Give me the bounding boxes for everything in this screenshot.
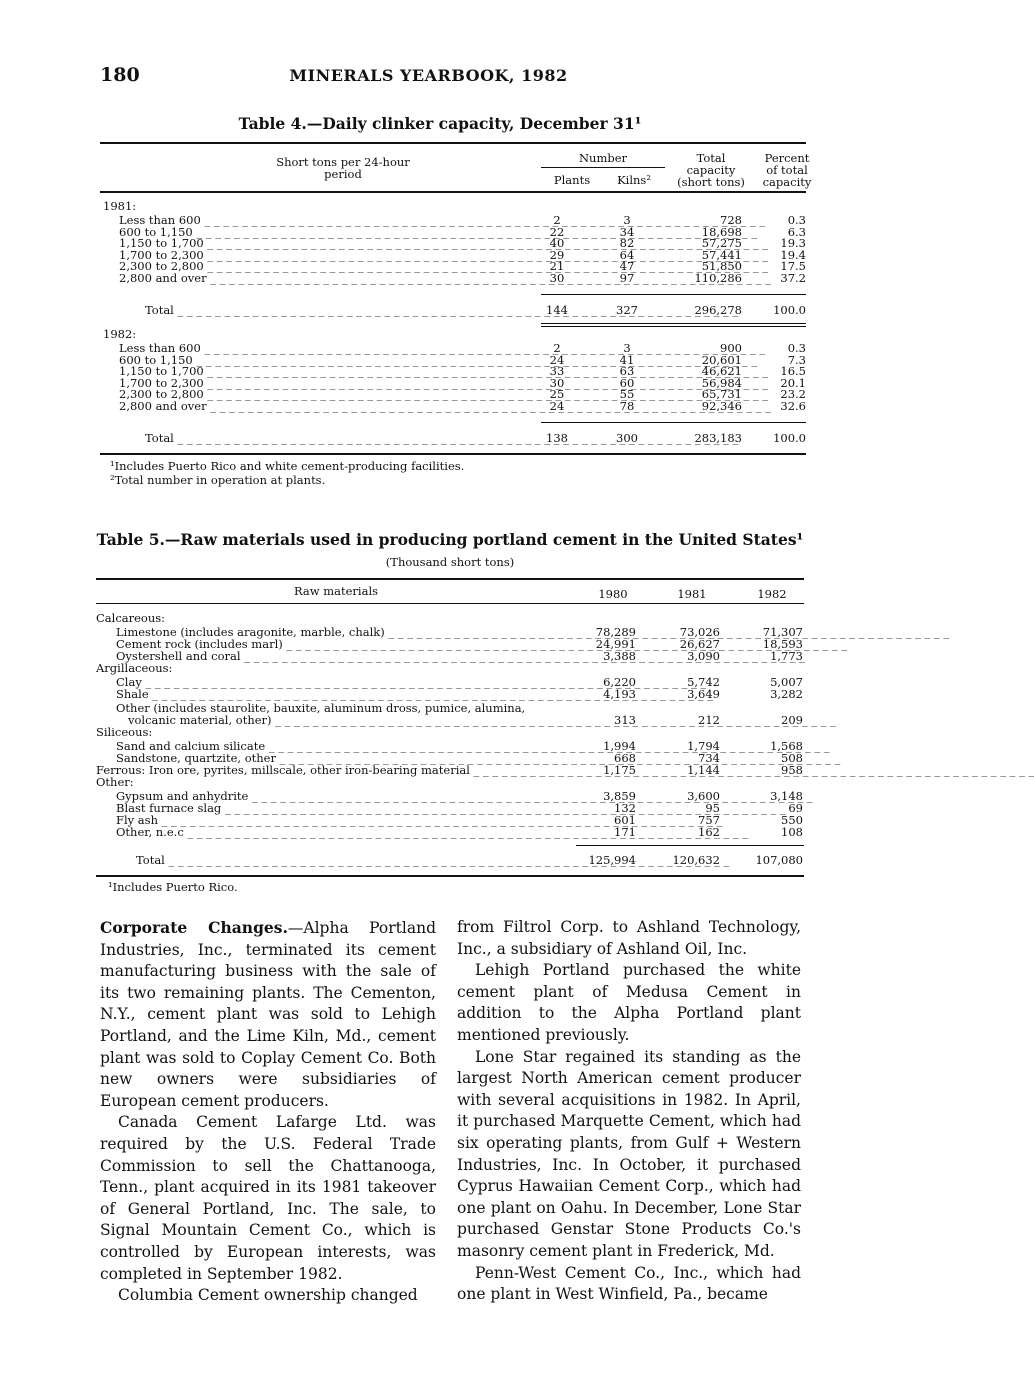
cell-capacity: 283,183 [694,431,742,445]
cell-v1980: 1,994 [603,739,636,753]
cell-plants: 40 [549,236,565,251]
cell-plants: 33 [549,364,565,379]
cell-v1981: 26,627 [679,637,720,651]
cell-percent: 37.2 [780,271,806,285]
row-label: 2,300 to 2,800 _ _ _ [119,388,528,400]
row-label: 2,800 and over _ _ _ [119,400,528,412]
cell-v1982: 508 [781,751,803,765]
cell-v1982: 5,007 [770,675,803,689]
cell-percent: 20.1 [780,375,806,390]
row-label: 1,700 to 2,300 _ _ _ [119,249,528,261]
cell-v1982: 209 [781,713,803,727]
row-label: Other (includes staurolite, bauxite, aluminum dross, pumice, alumina, [116,701,526,715]
row-label: Less than 600 _ _ _ [119,214,528,226]
cell-kilns: 97 [619,271,635,285]
table5-header-1980: 1980 [598,587,628,601]
row-label: 600 to 1,150 _ _ _ [119,226,528,238]
cell-v1982: 3,282 [770,687,803,701]
cell-v1982: 958 [781,763,803,777]
cell-kilns: 300 [616,431,638,445]
cell-v1982: 1,568 [770,739,803,753]
cell-v1981: 3,649 [687,687,720,701]
cell-percent: 23.2 [780,387,806,402]
table4-header-number: Number [578,151,628,165]
cell-v1980: 132 [614,801,636,815]
cell-capacity: 20,601 [701,352,742,367]
cell-plants: 22 [549,224,565,239]
table4-row [0,400,857,412]
page-number: 180 [100,64,140,86]
row-label: Clay _ _ _ [116,676,556,688]
row-label: Other, n.e.c _ _ _ [116,826,556,838]
cell-capacity: 57,441 [701,247,742,262]
table5-title: Table 5.—Raw materials used in producing portland cement in the United States¹ [96,530,804,549]
cell-v1981: 162 [698,825,720,839]
cell-kilns: 3 [623,213,631,227]
cell-kilns: 63 [619,364,635,379]
cell-plants: 30 [549,375,565,390]
cell-plants: 138 [546,431,568,445]
cell-v1980: 668 [614,751,636,765]
table4-total-row [0,432,857,444]
table5-row [0,612,857,624]
cell-v1980: 78,289 [595,625,636,639]
row-label: Sand and calcium silicate _ _ _ [116,740,556,752]
cell-percent: 6.3 [787,224,806,239]
row-label: Oystershell and coral _ _ _ [116,650,556,662]
table5-total-row [0,854,857,866]
table5-row [0,776,857,788]
table5-header-materials: Raw materials [293,584,379,598]
cell-v1981: 73,026 [679,625,720,639]
cell-v1982: 108 [781,825,803,839]
row-label: Limestone (includes aragonite, marble, chalk) _ _ _ [116,626,556,638]
cell-capacity: 728 [720,213,742,227]
cell-percent: 16.5 [780,364,806,379]
row-label: Total _ _ _ [145,432,528,444]
table4-header-total-capacity: Total capacity (short tons) [677,151,745,189]
cell-plants: 24 [549,399,565,413]
cell-v1981: 1,794 [687,739,720,753]
cell-v1982: 107,080 [755,853,803,867]
cell-v1981: 95 [705,801,720,815]
cell-v1981: 120,632 [672,853,720,867]
table4-year-label: 1982: [103,327,137,341]
row-label: Blast furnace slag _ _ _ [116,802,556,814]
row-label: Other: [96,775,134,789]
row-label: 1,150 to 1,700 _ _ _ [119,237,528,249]
cell-plants: 29 [549,247,565,262]
cell-v1982: 18,593 [762,637,803,651]
cell-kilns: 41 [619,352,635,367]
cell-plants: 2 [553,213,561,227]
row-label: Ferrous: Iron ore, pyrites, millscale, other iron-bearing material _ _ _ [96,764,556,776]
body-paragraph: Lone Star regained its standing as the largest North American cement producer with several acquisitions in 1982. In April, it purchased Marquette Cement, which had six operating plants, from Gulf + Western Industries, Inc. In October, it purchased Cyprus Hawaiian Cement Corp., which had one plant on Oahu. In December, Lone Star purchased Genstar Stone Products Co.'s masonry cement plant in Frederick, Md. [457,1047,801,1260]
cell-v1982: 71,307 [762,625,803,639]
cell-percent: 7.3 [787,352,806,367]
cell-v1981: 734 [698,751,720,765]
cell-plants: 21 [549,259,565,274]
cell-percent: 19.4 [780,247,806,262]
section-heading: Corporate Changes. [100,918,288,937]
cell-kilns: 64 [619,247,635,262]
cell-capacity: 56,984 [701,375,742,390]
cell-capacity: 51,850 [701,259,742,274]
cell-v1980: 3,388 [603,649,636,663]
table4-year-label: 1981: [103,199,137,213]
row-label: Gypsum and anhydrite _ _ _ [116,790,556,802]
running-head: MINERALS YEARBOOK, 1982 [289,66,568,85]
row-label: 1,700 to 2,300 _ _ _ [119,377,528,389]
cell-v1982: 3,148 [770,789,803,803]
body-left-column [100,917,436,1307]
cell-v1980: 171 [614,825,636,839]
cell-v1982: 1,773 [770,649,803,663]
cell-percent: 100.0 [773,431,806,445]
cell-percent: 0.3 [787,341,806,355]
cell-v1981: 5,742 [687,675,720,689]
cell-capacity: 900 [720,341,742,355]
row-label: Fly ash _ _ _ [116,814,556,826]
body-paragraph: from Filtrol Corp. to Ashland Technology, Inc., a subsidiary of Ashland Oil, Inc. [457,918,801,958]
row-label: Calcareous: [96,611,166,625]
cell-plants: 24 [549,352,565,367]
table4-row [0,272,857,284]
row-label: Total _ _ _ [145,304,528,316]
table4-total-row [0,304,857,316]
body-paragraph: Canada Cement Lafarge Ltd. was required by the U.S. Federal Trade Commission to sell the Chattanooga, Tenn., plant acquired in its 1981 takeover of General Portland, Inc. The sale, to Signal Mountain Cement Co., which is controlled by European interests, was completed in September 1982. [100,1113,436,1283]
table5-row [0,662,857,674]
row-label: Less than 600 _ _ _ [119,342,528,354]
table5-row [0,726,857,738]
cell-kilns: 82 [619,236,635,251]
row-label: Argillaceous: [96,661,173,675]
table4-footnote-1: ¹Includes Puerto Rico and white cement-producing facilities. [110,459,465,473]
cell-plants: 25 [549,387,565,402]
cell-capacity: 92,346 [701,399,742,413]
cell-kilns: 55 [619,387,635,402]
cell-kilns: 47 [619,259,635,274]
row-label: 1,150 to 1,700 _ _ _ [119,365,528,377]
cell-capacity: 110,286 [694,271,742,285]
table4-header-period: Short tons per 24-hour period [276,155,410,181]
body-paragraph: —Alpha Portland Industries, Inc., terminated its cement manufacturing business with the sale of its two remaining plants. The Cementon, N.Y., cement plant was sold to Lehigh Portland, and the Lime Kiln, Md., cement plant was sold to Coplay Cement Co. Both new owners were subsidiaries of European cement producers. [100,919,436,1110]
cell-percent: 19.3 [780,236,806,251]
cell-plants: 30 [549,271,565,285]
body-right-column [457,917,801,1306]
table5-header-1982: 1982 [757,587,787,601]
table5-row [0,688,857,700]
cell-capacity: 65,731 [701,387,742,402]
cell-v1981: 3,090 [687,649,720,663]
cell-capacity: 46,621 [701,364,742,379]
cell-kilns: 78 [619,399,635,413]
table5-header-1981: 1981 [677,587,707,601]
row-label: volcanic material, other) _ _ _ [128,714,556,726]
cell-v1980: 4,193 [603,687,636,701]
cell-v1981: 1,144 [687,763,720,777]
cell-v1980: 1,175 [603,763,636,777]
cell-v1981: 3,600 [687,789,720,803]
row-label: 2,300 to 2,800 _ _ _ [119,260,528,272]
cell-v1980: 6,220 [603,675,636,689]
table4-footnote-2: ²Total number in operation at plants. [110,473,326,487]
cell-kilns: 34 [619,224,635,239]
cell-v1980: 3,859 [603,789,636,803]
cell-plants: 144 [546,303,568,317]
row-label: Sandstone, quartzite, other _ _ _ [116,752,556,764]
table5-row [0,826,857,838]
table5-footnote: ¹Includes Puerto Rico. [108,880,238,894]
cell-v1981: 212 [698,713,720,727]
row-label: Cement rock (includes marl) _ _ _ [116,638,556,650]
cell-v1980: 24,991 [595,637,636,651]
table5-subtitle: (Thousand short tons) [385,555,515,569]
cell-percent: 32.6 [780,399,806,413]
table4-header-percent: Percent of total capacity [762,151,812,189]
cell-kilns: 3 [623,341,631,355]
cell-percent: 100.0 [773,303,806,317]
cell-v1982: 69 [788,801,803,815]
cell-v1980: 601 [614,813,636,827]
cell-v1980: 313 [614,713,636,727]
cell-v1981: 757 [698,813,720,827]
cell-capacity: 296,278 [694,303,742,317]
table4-title: Table 4.—Daily clinker capacity, December 31¹ [238,114,642,133]
cell-v1982: 550 [781,813,803,827]
cell-v1980: 125,994 [588,853,636,867]
table4-header-kilns: Kilns² [617,173,651,187]
cell-plants: 2 [553,341,561,355]
cell-percent: 17.5 [780,259,806,274]
body-paragraph: Penn-West Cement Co., Inc., which had one plant in West Winfield, Pa., became [457,1263,801,1304]
row-label: Siliceous: [96,725,153,739]
body-paragraph: Columbia Cement ownership changed [118,1286,418,1305]
cell-capacity: 57,275 [701,236,742,251]
row-label: 600 to 1,150 _ _ _ [119,354,528,366]
cell-kilns: 327 [616,303,638,317]
cell-capacity: 18,698 [701,224,742,239]
row-label: Shale _ _ _ [116,688,556,700]
row-label: 2,800 and over _ _ _ [119,272,528,284]
body-paragraph: Lehigh Portland purchased the white cement plant of Medusa Cement in addition to the Alpha Portland plant mentioned previously. [457,961,801,1044]
cell-percent: 0.3 [787,213,806,227]
cell-kilns: 60 [619,375,635,390]
table4-header-plants: Plants [553,173,591,187]
row-label: Total _ _ _ [136,854,556,866]
